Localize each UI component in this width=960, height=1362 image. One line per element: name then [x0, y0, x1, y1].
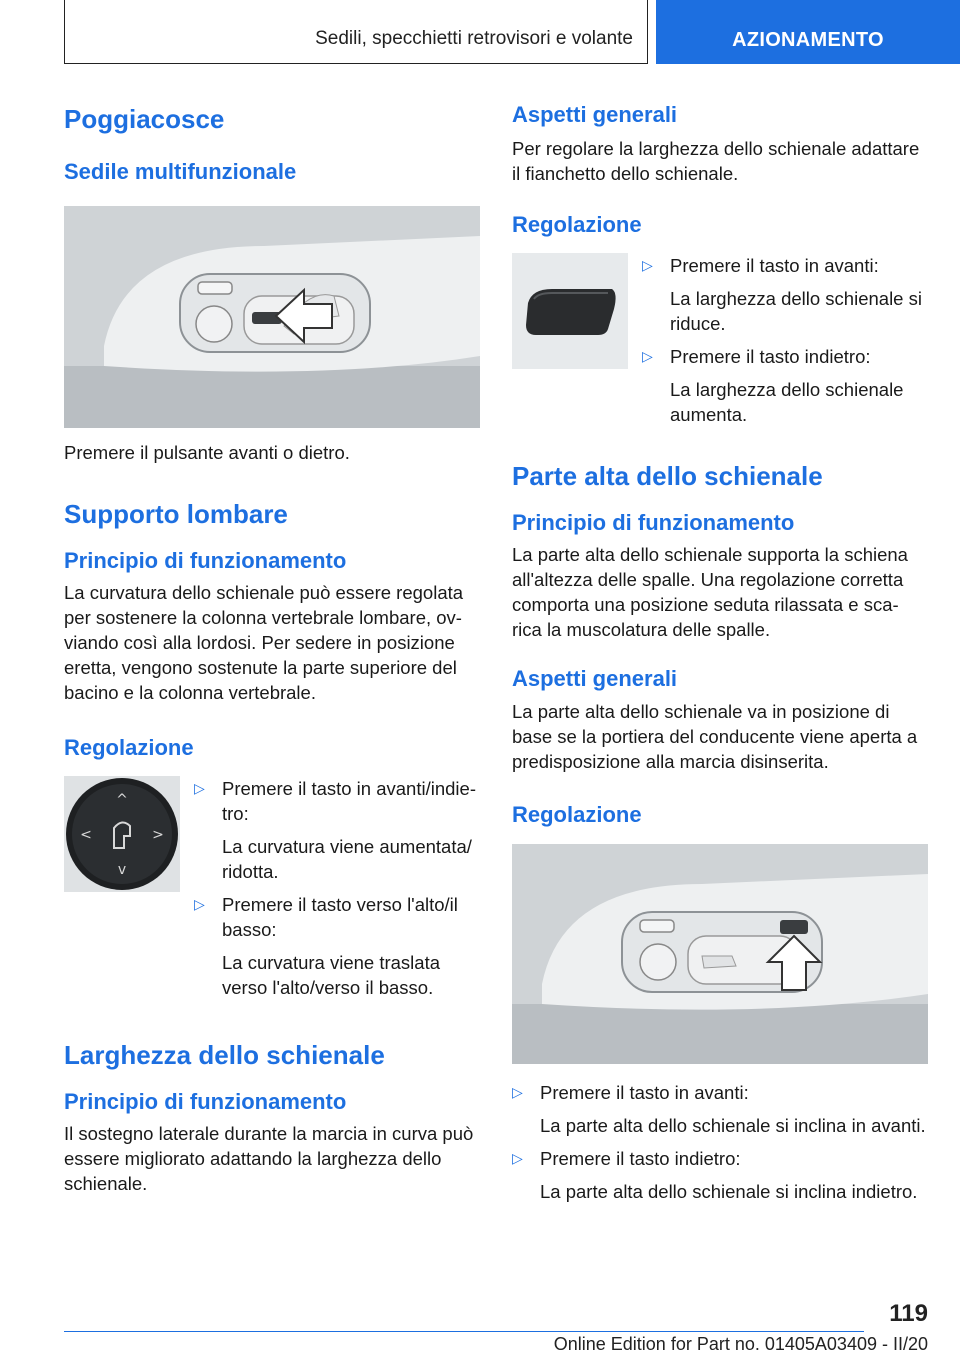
list-item	[512, 1080, 928, 1138]
step-action: Premere il tasto in avanti:	[540, 1082, 749, 1104]
heading-regolazione-3: Regolazione	[512, 801, 642, 827]
step-result: La curvatura viene aumentata/ ridotta.	[222, 835, 472, 882]
step-action: Premere il tasto in avanti:	[670, 254, 879, 276]
step-action: Premere il tasto verso l'alto/il basso:	[222, 893, 458, 940]
width-button-image	[512, 253, 628, 369]
step-result: La larghezza dello schienale aumenta.	[670, 378, 904, 425]
heading-regolazione-2: Regolazione	[512, 212, 642, 238]
heading-parte-alta: Parte alta dello schienale	[512, 460, 823, 491]
paragraph-parte-alta: La parte alta dello schienale supporta la schiena all'altezza delle spalle. Una regolazione corretta comporta una posizione seduta rilassata e sca-rica la muscolatura delle spalle.	[512, 544, 908, 641]
paragraph-lombare: La curvatura dello schienale può essere regolata per sostenere la colonna vertebrale lombare, ov-viando così alla lordosi. Per sedere in posizione eretta, vengono sostenute la parte superiore del bacino e la colonna vertebrale.	[64, 582, 464, 704]
list-item	[194, 776, 480, 884]
chapter-tab[interactable]: AZIONAMENTO	[656, 0, 960, 64]
section-title: Sedili, specchietti retrovisori e volante	[315, 28, 633, 49]
footer-divider	[64, 1331, 864, 1332]
paragraph-aspetti-2: La parte alta dello schienale va in posizione di base se la portiera del conducente viene aperta a predisposizione alla marcia disinserita.	[512, 700, 918, 772]
triangle-bullet-icon: ▷	[194, 779, 205, 796]
svg-text:>: >	[152, 826, 164, 843]
paragraph-aspetti-1: Per regolare la larghezza dello schienale adattare il fianchetto dello schienale.	[512, 138, 920, 185]
right-column	[512, 100, 928, 1204]
left-column	[64, 100, 480, 1196]
heading-principio-1: Principio di funzionamento	[64, 547, 347, 573]
step-result: La parte alta dello schienale si inclina in avanti.	[540, 1115, 926, 1137]
svg-text:^: ^	[116, 791, 128, 808]
page-number: 119	[889, 1300, 928, 1327]
triangle-bullet-icon: ▷	[642, 256, 653, 273]
list-item	[642, 253, 928, 336]
figure-caption: Premere il pulsante avanti o dietro.	[64, 441, 350, 463]
list-item	[642, 344, 928, 427]
triangle-bullet-icon: ▷	[512, 1084, 523, 1101]
lumbar-steps	[194, 776, 480, 1000]
width-steps	[642, 253, 928, 427]
heading-sedile-multifunzionale: Sedile multifunzionale	[64, 159, 297, 185]
heading-aspetti-generali-1: Aspetti generali	[512, 102, 678, 127]
heading-principio-2: Principio di funzionamento	[64, 1088, 347, 1114]
heading-aspetti-generali-2: Aspetti generali	[512, 666, 678, 692]
step-result: La curvatura viene traslata verso l'alto/verso il basso.	[222, 951, 441, 998]
width-steps-row	[512, 253, 928, 427]
svg-text:v: v	[117, 861, 127, 878]
lumbar-button-image	[64, 776, 180, 892]
list-item	[512, 1146, 928, 1204]
paragraph-larghezza: Il sostegno laterale durante la marcia in curva può essere migliorato adattando la larghezza dello schienale.	[64, 1123, 474, 1195]
step-action: Premere il tasto in avanti/indie-tro:	[222, 777, 476, 824]
seat-control-image	[64, 206, 480, 428]
heading-principio-3: Principio di funzionamento	[512, 509, 795, 535]
heading-supporto-lombare: Supporto lombare	[64, 498, 288, 529]
svg-text:<: <	[80, 826, 92, 843]
edition-info: Online Edition for Part no. 01405A03409 - II/20	[553, 1334, 928, 1354]
heading-regolazione-1: Regolazione	[64, 735, 194, 761]
step-action: Premere il tasto indietro:	[540, 1148, 741, 1170]
upper-backrest-steps	[512, 1080, 928, 1204]
list-item	[194, 892, 480, 1000]
upper-backrest-control-image	[512, 844, 928, 1064]
heading-poggiacosce: Poggiacosce	[64, 104, 225, 134]
triangle-bullet-icon: ▷	[512, 1150, 523, 1167]
heading-larghezza-schienale: Larghezza dello schienale	[64, 1039, 385, 1070]
step-action: Premere il tasto indietro:	[670, 345, 871, 367]
header-section-box	[64, 0, 648, 64]
step-result: La larghezza dello schienale si riduce.	[670, 287, 922, 334]
triangle-bullet-icon: ▷	[642, 347, 653, 364]
lumbar-steps-row	[64, 776, 480, 1000]
triangle-bullet-icon: ▷	[194, 895, 205, 912]
step-result: La parte alta dello schienale si inclina indietro.	[540, 1181, 918, 1203]
